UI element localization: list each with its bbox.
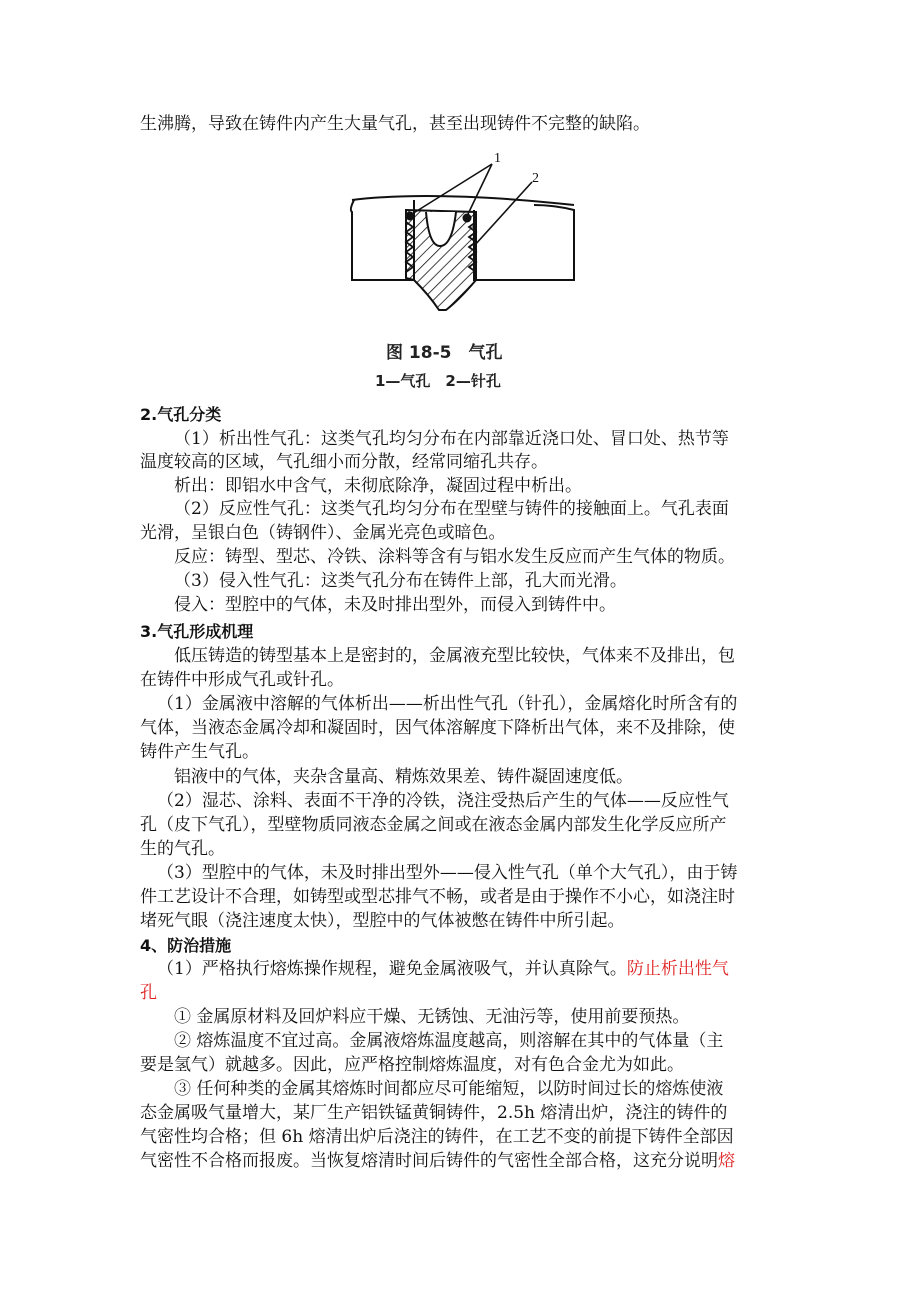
paragraph-line: 析出：即铝水中含气，未彻底除净，凝固过程中析出。 <box>174 476 582 496</box>
highlight-text: 孔 <box>140 983 157 1003</box>
section-heading: 4、防治措施 <box>140 936 232 955</box>
paragraph-line: 堵死气眼（浇注速度太快），型腔中的气体被憋在铸件中所引起。 <box>140 911 625 931</box>
paragraph-line: 铸件产生气孔。 <box>140 742 259 762</box>
paragraph-line: 气体，当液态金属冷却和凝固时，因气体溶解度下降析出气体，来不及排除，使 <box>140 718 735 738</box>
paragraph-line: （2）湿芯、涂料、表面不干净的冷铁，浇注受热后产生的气体——反应性气 <box>157 791 729 811</box>
label-2: 2 <box>532 171 539 186</box>
paragraph-line: （3）侵入性气孔：这类气孔分布在铸件上部，孔大而光滑。 <box>174 571 627 591</box>
paragraph-line: 低压铸造的铸型基本上是密封的，金属液充型比较快，气体来不及排出，包 <box>174 646 735 666</box>
paragraph-line: （1）析出性气孔：这类气孔均匀分布在内部靠近浇口处、冒口处、热节等 <box>174 429 729 449</box>
paragraph-line: 反应：铸型、型芯、冷铁、涂料等含有与铝水发生反应而产生气体的物质。 <box>174 547 735 567</box>
figure-legend: 1—气孔 2—针孔 <box>375 372 501 390</box>
highlight-text: 熔 <box>718 1151 735 1171</box>
label-1: 1 <box>494 151 501 166</box>
measure-text: （1）严格执行熔炼操作规程，避免金属液吸气，并认真除气。 <box>157 959 627 979</box>
paragraph-line: 气密性均合格；但 6h 熔清出炉后浇注的铸件，在工艺不变的前提下铸件全部因 <box>140 1127 734 1147</box>
paragraph-line: 铝液中的气体，夹杂含量高、精炼效果差、铸件凝固速度低。 <box>174 767 633 787</box>
paragraph-line: 光滑，呈银白色（铸钢件）、金属光亮色或暗色。 <box>140 523 506 543</box>
paragraph-line: 侵入：型腔中的气体，未及时排出型外，而侵入到铸件中。 <box>174 595 616 615</box>
section-heading: 3.气孔形成机理 <box>140 622 254 641</box>
paragraph-line: （3）型腔中的气体，未及时排出型外——侵入性气孔（单个大气孔），由于铸 <box>157 863 738 883</box>
paragraph-line <box>140 1150 780 1173</box>
paragraph-line: 温度较高的区域，气孔细小而分散，经常同缩孔共存。 <box>140 452 548 472</box>
paragraph-line: 生沸腾，导致在铸件内产生大量气孔，甚至出现铸件不完整的缺陷。 <box>140 114 650 134</box>
paragraph-line: 在铸件中形成气孔或针孔。 <box>140 670 344 690</box>
paragraph-line <box>157 958 780 981</box>
paragraph-line: 件工艺设计不合理，如铸型或型芯排气不畅，或者是由于操作不小心，如浇注时 <box>140 887 735 907</box>
paragraph-line: 要是氢气）就越多。因此，应严格控制熔炼温度，对有色合金尤为如此。 <box>140 1055 684 1075</box>
paragraph-line: 态金属吸气量增大，某厂生产铝铁锰黄铜铸件，2.5h 熔清出炉，浇注的铸件的 <box>140 1103 728 1123</box>
paragraph-text: 气密性不合格而报废。当恢复熔清时间后铸件的气密性全部合格，这充分说明 <box>140 1151 718 1171</box>
figure-title: 图 18-5 气孔 <box>386 343 503 363</box>
paragraph-line: ③ 任何种类的金属其熔炼时间都应尽可能缩短，以防时间过长的熔炼使液 <box>174 1079 724 1099</box>
paragraph-line: 孔（皮下气孔），型壁物质同液态金属之间或在液态金属内部发生化学反应所产 <box>140 815 727 835</box>
paragraph-line: ② 熔炼温度不宜过高。金属液熔炼温度越高，则溶解在其中的气体量（主 <box>174 1031 724 1051</box>
paragraph-line: （2）反应性气孔：这类气孔均匀分布在型壁与铸件的接触面上。气孔表面 <box>174 499 729 519</box>
highlight-text: 防止析出性气 <box>626 959 729 979</box>
paragraph-line: （1）金属液中溶解的气体析出——析出性气孔（针孔），金属熔化时所含有的 <box>157 694 738 714</box>
paragraph-line: 生的气孔。 <box>140 839 225 859</box>
paragraph-line: ① 金属原材料及回炉料应干燥、无锈蚀、无油污等，使用前要预热。 <box>174 1007 690 1027</box>
section-heading: 2.气孔分类 <box>140 405 222 424</box>
